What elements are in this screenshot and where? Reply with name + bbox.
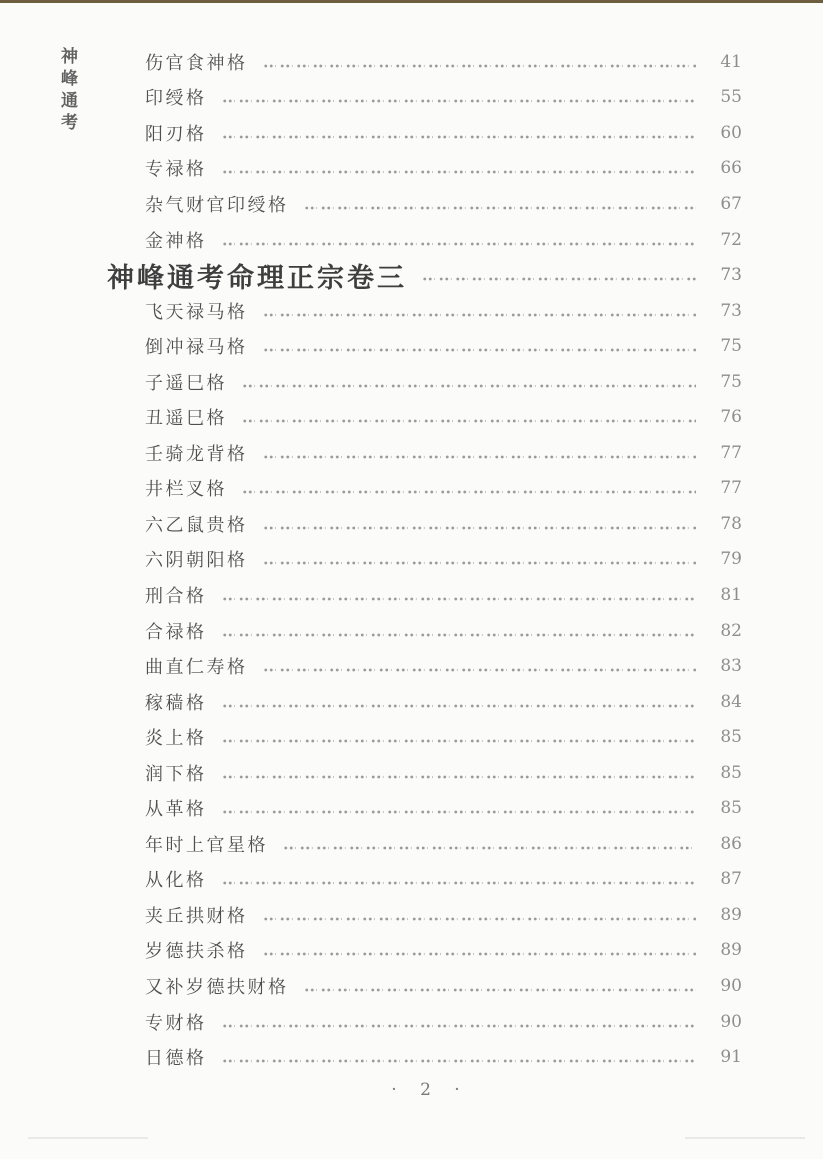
dotted-leader (222, 876, 697, 890)
toc-entry-page-number: 90 (720, 975, 742, 996)
toc-row (145, 826, 742, 862)
toc-entry-page-number: 85 (720, 727, 742, 748)
toc-row (107, 257, 742, 293)
dotted-leader (222, 94, 697, 108)
toc-row (145, 719, 742, 755)
dotted-leader (263, 947, 697, 961)
dotted-leader (263, 912, 697, 926)
toc-entry-page-number: 72 (720, 229, 742, 250)
toc-row (145, 755, 742, 791)
dotted-leader (222, 628, 697, 642)
toc-entry-page-number: 77 (720, 442, 742, 463)
toc-entry-page-number: 78 (720, 513, 742, 534)
toc-row (145, 933, 742, 969)
toc-entry-page-number: 55 (720, 87, 742, 108)
toc-entry-label: 六乙鼠贵格 (145, 514, 248, 535)
toc-row (145, 1004, 742, 1040)
dotted-leader (263, 521, 697, 535)
toc-entry-label: 夹丘拱财格 (145, 905, 248, 926)
toc-row (145, 115, 742, 151)
dotted-leader (283, 841, 696, 855)
dotted-leader (242, 379, 696, 393)
dotted-leader (222, 805, 697, 819)
toc-entry-page-number: 87 (720, 869, 742, 890)
toc-entry-label: 倒冲禄马格 (145, 337, 248, 358)
toc-row (145, 790, 742, 826)
toc-row (145, 44, 742, 80)
toc-row (145, 577, 742, 613)
toc-entry-label: 日德格 (145, 1048, 207, 1069)
toc-row (145, 613, 742, 649)
dotted-leader (263, 343, 697, 357)
toc-row (145, 186, 742, 222)
toc-entry-label: 润下格 (145, 763, 207, 784)
dotted-leader (242, 414, 696, 428)
toc-row (145, 968, 742, 1004)
toc-row (145, 862, 742, 898)
dotted-leader (222, 699, 697, 713)
toc-row (145, 648, 742, 684)
dotted-leader (222, 165, 697, 179)
toc-entry-label: 杂气财官印绶格 (145, 194, 289, 215)
toc-entry-label: 子遥巳格 (145, 372, 227, 393)
toc-entry-label: 井栏叉格 (145, 479, 227, 500)
toc-entry-label: 岁德扶杀格 (145, 941, 248, 962)
toc-entry-label: 年时上官星格 (145, 834, 268, 855)
toc-row (145, 222, 742, 258)
dotted-leader (222, 592, 697, 606)
toc-entry-label: 从化格 (145, 870, 207, 891)
toc-entry-page-number: 83 (720, 656, 742, 677)
toc-row (145, 506, 742, 542)
toc-entry-label: 飞天禄马格 (145, 301, 248, 322)
toc-row (145, 897, 742, 933)
toc-entry-label: 专禄格 (145, 159, 207, 180)
toc-entry-page-number: 85 (720, 798, 742, 819)
toc-entry-page-number: 82 (720, 620, 742, 641)
toc-entry-label: 又补岁德扶财格 (145, 976, 289, 997)
toc-entry-page-number: 90 (720, 1011, 742, 1032)
toc-entry-label: 神峰通考命理正宗卷三 (107, 262, 407, 293)
toc-entry-label: 从革格 (145, 799, 207, 820)
toc-entry-label: 稼穑格 (145, 692, 207, 713)
toc-entry-page-number: 81 (720, 584, 742, 605)
toc-entry-page-number: 89 (720, 904, 742, 925)
toc-row (145, 328, 742, 364)
toc-row (145, 435, 742, 471)
dotted-leader (263, 59, 697, 73)
dotted-leader (422, 272, 696, 286)
dotted-leader (263, 308, 697, 322)
toc-row (145, 542, 742, 578)
toc-row (145, 80, 742, 116)
toc-entry-label: 伤官食神格 (145, 52, 248, 73)
toc-entry-page-number: 67 (720, 193, 742, 214)
dotted-leader (222, 237, 697, 251)
toc-row (145, 364, 742, 400)
toc-entry-label: 金神格 (145, 230, 207, 251)
toc-row (145, 471, 742, 507)
dotted-leader (222, 130, 697, 144)
dotted-leader (222, 1019, 697, 1033)
toc-entry-label: 合禄格 (145, 621, 207, 642)
toc-row (145, 151, 742, 187)
toc-entry-page-number: 73 (720, 265, 742, 286)
dotted-leader (263, 663, 697, 677)
toc-entry-page-number: 77 (720, 478, 742, 499)
toc-entry-page-number: 66 (720, 158, 742, 179)
toc-entry-page-number: 79 (720, 549, 742, 570)
toc-row (145, 684, 742, 720)
toc-entry-page-number: 86 (720, 833, 742, 854)
toc-entry-label: 曲直仁寿格 (145, 657, 248, 678)
toc-list (107, 44, 742, 1075)
toc-entry-label: 刑合格 (145, 585, 207, 606)
toc-row (145, 293, 742, 329)
dotted-leader (263, 556, 697, 570)
toc-entry-page-number: 75 (720, 371, 742, 392)
folio-page-number: · 2 · (391, 1080, 469, 1100)
toc-entry-page-number: 91 (720, 1047, 742, 1068)
dotted-leader (222, 770, 697, 784)
toc-entry-label: 炎上格 (145, 728, 207, 749)
scan-edge-artifact-left (28, 1137, 148, 1139)
toc-entry-page-number: 85 (720, 762, 742, 783)
toc-entry-page-number: 76 (720, 407, 742, 428)
toc-entry-label: 专财格 (145, 1012, 207, 1033)
scan-edge-artifact-right (685, 1137, 805, 1139)
toc-entry-label: 丑遥巳格 (145, 408, 227, 429)
dotted-leader (304, 983, 697, 997)
toc-entry-label: 阳刃格 (145, 123, 207, 144)
toc-entry-page-number: 84 (720, 691, 742, 712)
page-top-rule (0, 0, 823, 3)
toc-entry-label: 印绶格 (145, 88, 207, 109)
toc-entry-page-number: 89 (720, 940, 742, 961)
toc-row (145, 1039, 742, 1075)
dotted-leader (242, 485, 696, 499)
dotted-leader (222, 734, 697, 748)
toc-entry-page-number: 73 (720, 300, 742, 321)
toc-entry-page-number: 60 (720, 122, 742, 143)
toc-entry-label: 壬骑龙背格 (145, 443, 248, 464)
toc-entry-label: 六阴朝阳格 (145, 550, 248, 571)
dotted-leader (263, 450, 697, 464)
toc-entry-page-number: 41 (720, 51, 742, 72)
spine-title: 神峰通考 (58, 47, 77, 135)
dotted-leader (304, 201, 697, 215)
toc-entry-page-number: 75 (720, 336, 742, 357)
toc-row (145, 399, 742, 435)
dotted-leader (222, 1054, 697, 1068)
